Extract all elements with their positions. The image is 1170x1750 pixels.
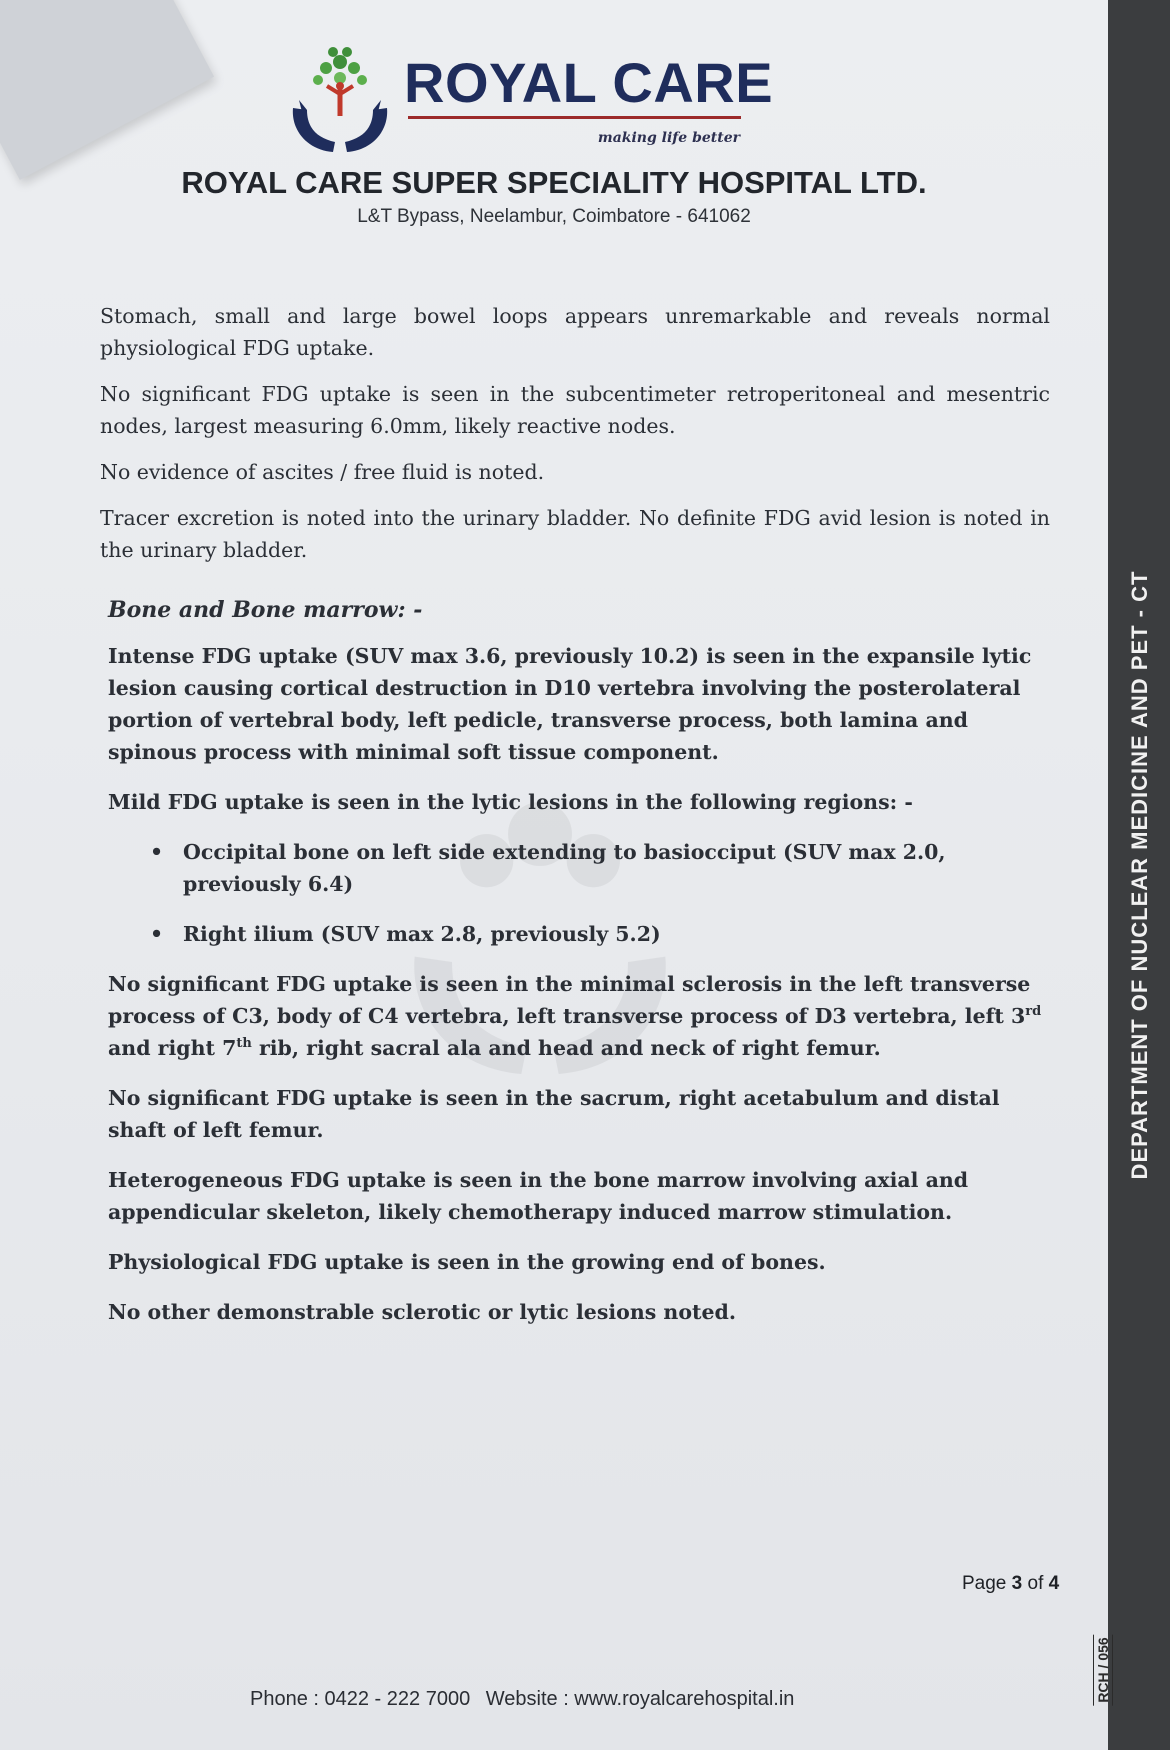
list-item-text: Right ilium (SUV max 2.8, previously 5.2)	[183, 922, 661, 946]
report-paragraph: Tracer excretion is noted into the urinary bladder. No definite FDG avid lesion is noted in the urinary bladder.	[100, 506, 1050, 562]
report-paragraph: Physiological FDG uptake is seen in the growing end of bones.	[108, 1250, 826, 1274]
folded-corner	[0, 0, 214, 180]
page-total: 4	[1048, 1573, 1060, 1594]
department-label: DEPARTMENT OF NUCLEAR MEDICINE AND PET - CT	[1127, 570, 1152, 1180]
list-item	[108, 836, 1050, 900]
page-current: 3	[1011, 1573, 1023, 1594]
page-number	[962, 1573, 1059, 1595]
list-item	[108, 918, 1050, 950]
brand-underline	[408, 116, 741, 119]
list-item-text: Occipital bone on left side extending to basiocciput (SUV max 2.0, previously 6.4)	[183, 840, 946, 896]
sclerosis-text-part: and right 7	[108, 1036, 237, 1060]
ordinal-superscript: rd	[1025, 1004, 1042, 1020]
bullet-icon: •	[150, 922, 164, 946]
sclerosis-text-part: No significant FDG uptake is seen in the minimal sclerosis in the left transverse process of C3, body of C4 vertebra, left transverse process of D3 vertebra, left 3	[108, 972, 1031, 1028]
footer-contact	[250, 1688, 804, 1711]
page-separator: of	[1022, 1573, 1049, 1594]
page-prefix: Page	[962, 1573, 1012, 1594]
mild-uptake-intro: Mild FDG uptake is seen in the lytic lesions in the following regions: -	[108, 790, 913, 814]
intense-uptake-finding: Intense FDG uptake (SUV max 3.6, previously 10.2) is seen in the expansile lytic lesion causing cortical destruction in D10 vertebra involving the posterolateral portion of vertebral body, left pedicle, transverse process, both lamina and spinous process with minimal soft tissue component.	[108, 644, 1032, 764]
report-paragraph: No significant FDG uptake is seen in the sacrum, right acetabulum and distal shaft of left femur.	[108, 1086, 1000, 1142]
report-paragraph: No other demonstrable sclerotic or lytic lesions noted.	[108, 1300, 736, 1324]
footer-website: Website : www.royalcarehospital.in	[485, 1688, 795, 1710]
form-code: RCH / 056	[1093, 1634, 1113, 1705]
bone-section-heading: Bone and Bone marrow: -	[108, 597, 423, 623]
footer-phone: Phone : 0422 - 222 7000	[250, 1688, 471, 1710]
sclerosis-finding	[108, 968, 1050, 1064]
report-body	[100, 300, 1050, 1346]
tagline: making life better	[597, 130, 740, 146]
sclerosis-text-part: rib, right sacral ala and head and neck of right femur.	[251, 1036, 881, 1060]
report-paragraph: Stomach, small and large bowel loops appears unremarkable and reveals normal physiological FDG uptake.	[100, 304, 1050, 360]
bone-findings	[108, 640, 1050, 1328]
hands-tree-logo-icon	[285, 38, 395, 158]
ordinal-superscript: th	[236, 1036, 252, 1052]
report-paragraph: No evidence of ascites / free fluid is noted.	[100, 460, 545, 484]
hospital-address: L&T Bypass, Neelambur, Coimbatore - 641062	[357, 206, 751, 227]
report-paragraph: Heterogeneous FDG uptake is seen in the bone marrow involving axial and appendicular skeleton, likely chemotherapy induced marrow stimulation.	[108, 1168, 969, 1224]
brand-name: ROYAL CARE	[404, 51, 774, 114]
mild-uptake-list	[108, 836, 1050, 950]
report-paragraph: No significant FDG uptake is seen in the subcentimeter retroperitoneal and mesentric nodes, largest measuring 6.0mm, likely reactive nodes.	[100, 382, 1050, 438]
hospital-name: ROYAL CARE SUPER SPECIALITY HOSPITAL LTD.	[181, 165, 927, 200]
bullet-icon: •	[150, 840, 164, 864]
